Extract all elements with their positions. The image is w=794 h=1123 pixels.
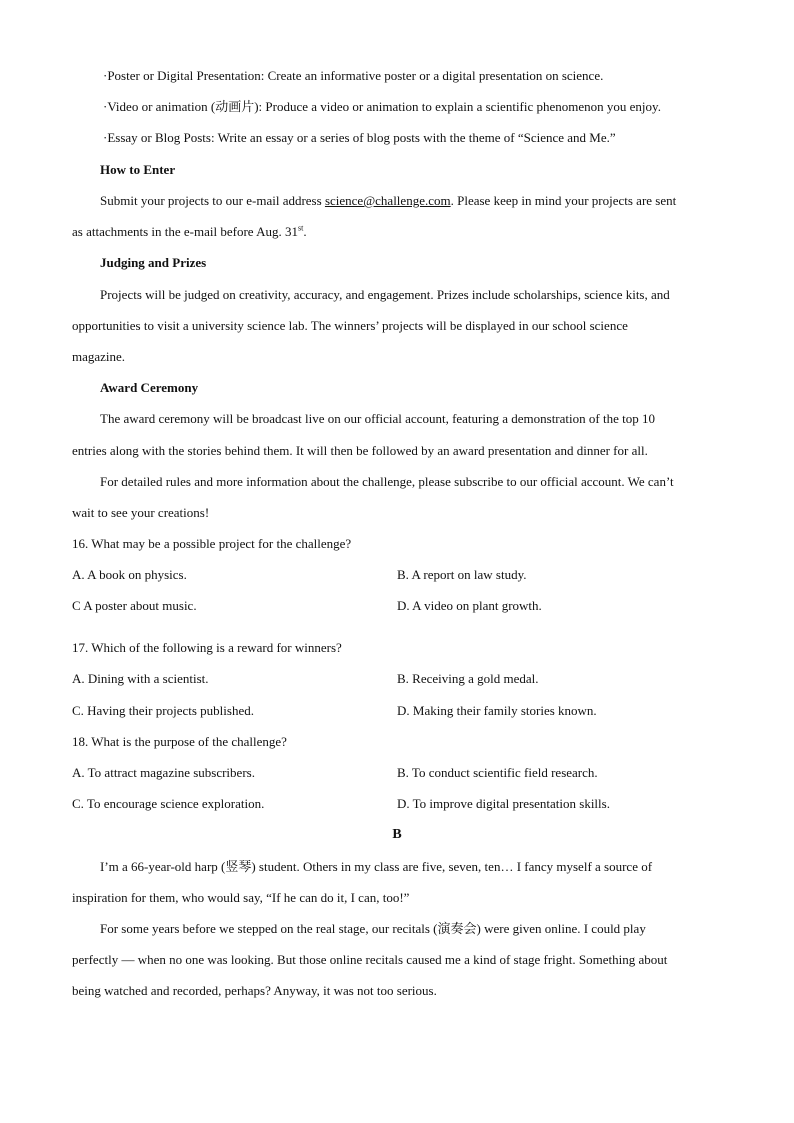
- deadline-text: as attachments in the e-mail before Aug. 31: [72, 224, 298, 239]
- format-essay: ·Essay or Blog Posts: Write an essay or a series of blog posts with the theme of “Science and Me.”: [103, 130, 616, 145]
- judging-line-2: opportunities to visit a university science lab. The winners’ projects will be displayed in our school science: [72, 318, 628, 333]
- question-16-stem: 16. What may be a possible project for the challenge?: [72, 536, 352, 551]
- how-to-enter-line-1: [100, 192, 676, 210]
- email-link[interactable]: science@challenge.com: [324, 193, 451, 208]
- question-18-option-b: B. To conduct scientific field research.: [397, 765, 598, 780]
- question-18-stem: 18. What is the purpose of the challenge?: [72, 734, 287, 749]
- passage-b-p1-line-1: I’m a 66-year-old harp (竖琴) student. Others in my class are five, seven, ten… I fancy myself a source of: [100, 859, 653, 874]
- award-line-1: The award ceremony will be broadcast live on our official account, featuring a demonstration of the top 10: [100, 411, 655, 426]
- question-16-option-b: B. A report on law study.: [397, 567, 527, 582]
- judging-line-1: Projects will be judged on creativity, accuracy, and engagement. Prizes include scholarships, science kits, and: [100, 287, 670, 302]
- question-17-option-c: C. Having their projects published.: [72, 703, 254, 718]
- question-18-option-c: C. To encourage science exploration.: [72, 796, 265, 811]
- question-17-option-a: A. Dining with a scientist.: [72, 671, 209, 686]
- judging-line-3: magazine.: [72, 349, 126, 364]
- question-17-stem: 17. Which of the following is a reward for winners?: [72, 640, 342, 655]
- how-to-enter-text: Submit your projects to our e-mail address: [100, 193, 325, 208]
- question-18-option-a: A. To attract magazine subscribers.: [72, 765, 255, 780]
- question-17-option-b: B. Receiving a gold medal.: [397, 671, 539, 686]
- deadline-period: .: [303, 224, 307, 239]
- award-line-2: entries along with the stories behind them. It will then be followed by an award presentation and dinner for all.: [72, 443, 648, 458]
- question-16-option-d: D. A video on plant growth.: [397, 598, 542, 613]
- question-18-option-d: D. To improve digital presentation skills.: [397, 796, 610, 811]
- passage-b-p2-line-3: being watched and recorded, perhaps? Anyway, it was not too serious.: [72, 983, 437, 998]
- format-poster: ·Poster or Digital Presentation: Create an informative poster or a digital presentation on science.: [103, 68, 604, 83]
- closing-line-1: For detailed rules and more information about the challenge, please subscribe to our official account. We can’t: [100, 474, 674, 489]
- passage-b-p1-line-2: inspiration for them, who would say, “If he can do it, I can, too!”: [72, 890, 410, 905]
- how-to-enter-line-2: [72, 223, 307, 241]
- judging-heading: Judging and Prizes: [100, 255, 207, 270]
- closing-line-2: wait to see your creations!: [72, 505, 210, 520]
- passage-b-p2-line-2: perfectly — when no one was looking. But those online recitals caused me a kind of stage fright. Something about: [72, 952, 668, 967]
- passage-b-heading: B: [392, 827, 402, 842]
- question-17-option-d: D. Making their family stories known.: [397, 703, 597, 718]
- how-to-enter-text: . Please keep in mind your projects are sent: [450, 193, 677, 208]
- question-16-option-a: A. A book on physics.: [72, 567, 187, 582]
- deadline-ordinal: st: [297, 223, 304, 233]
- award-heading: Award Ceremony: [100, 380, 199, 395]
- how-to-enter-heading: How to Enter: [100, 162, 176, 177]
- format-video: ·Video or animation (动画片): Produce a video or animation to explain a scientific phenomenon you enjoy.: [103, 99, 661, 114]
- passage-b-p2-line-1: For some years before we stepped on the real stage, our recitals (演奏会) were given online. I could play: [100, 921, 646, 936]
- question-16-option-c: C A poster about music.: [72, 598, 197, 613]
